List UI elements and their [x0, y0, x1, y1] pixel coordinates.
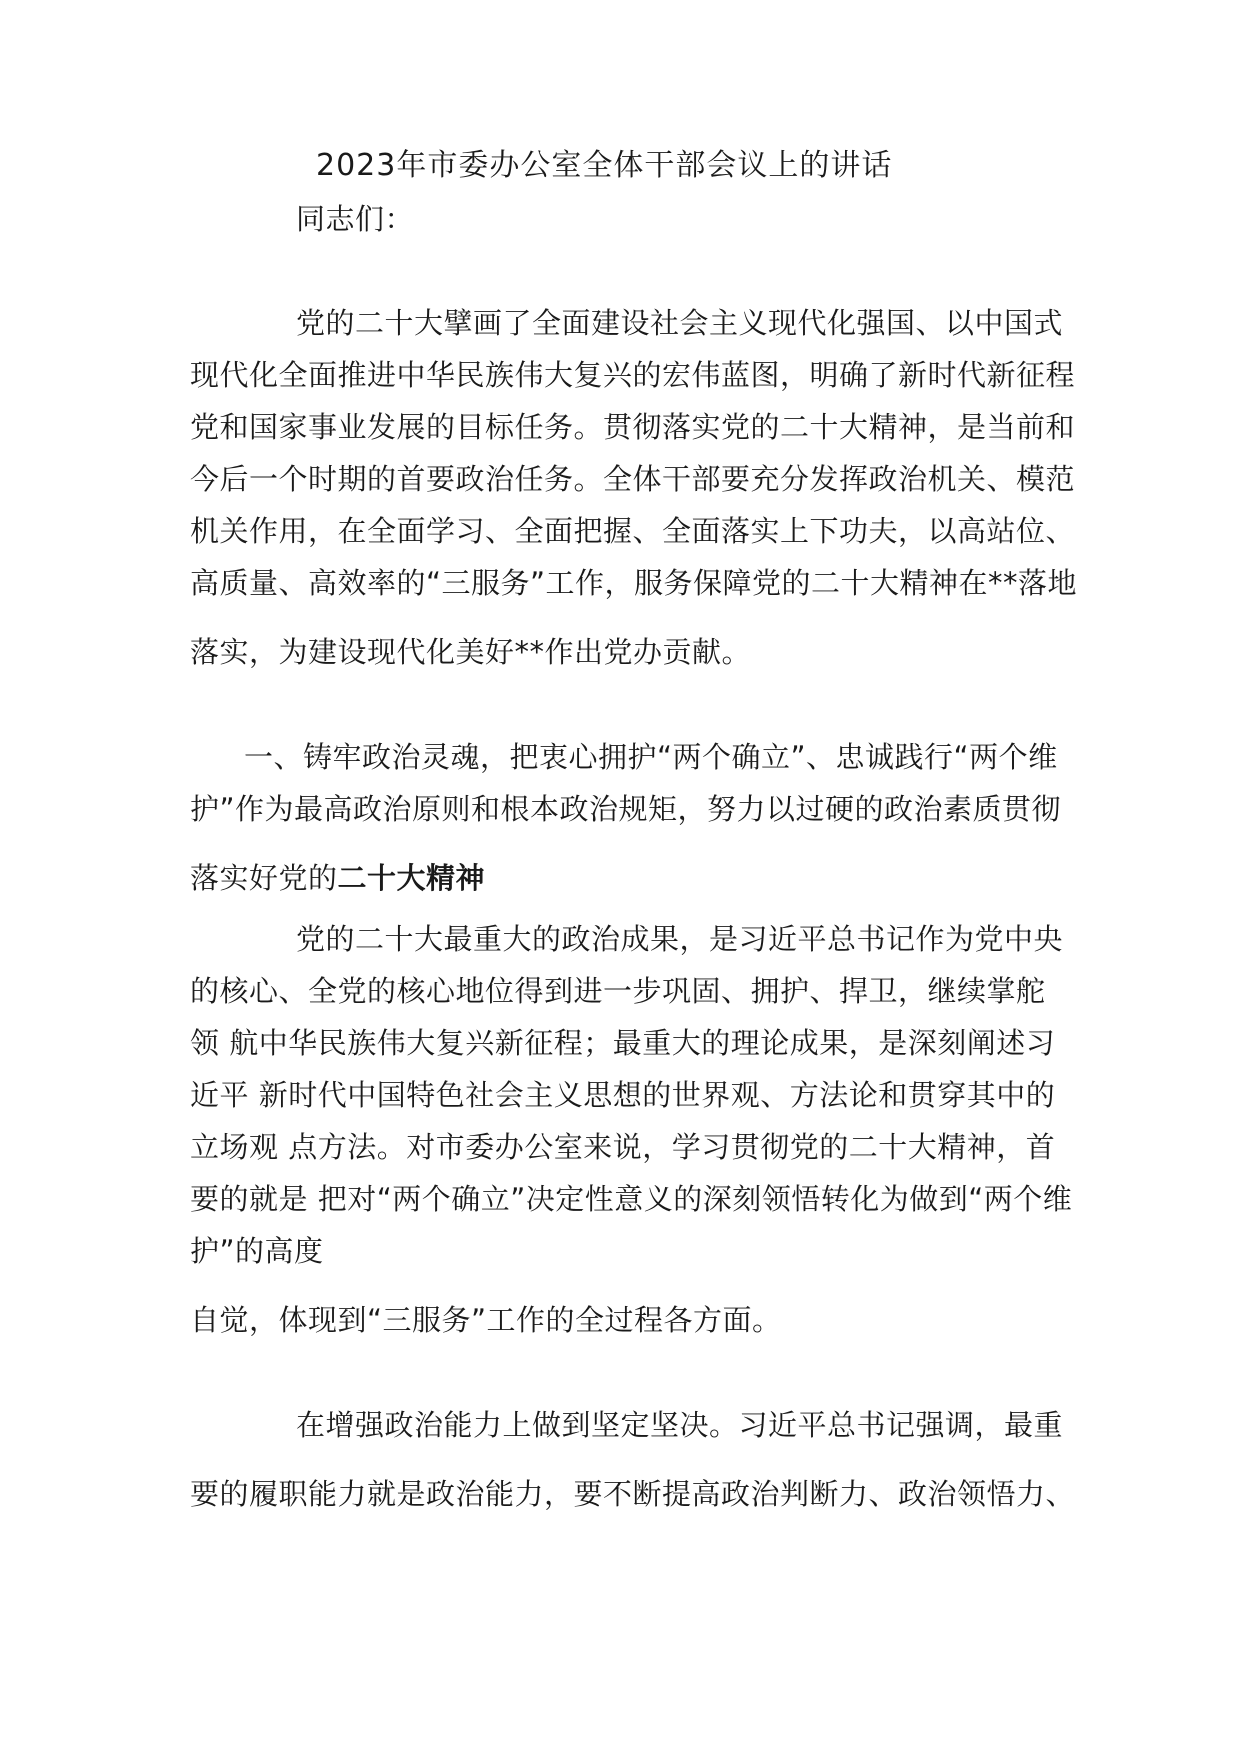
paragraph-line: 今后一个时期的首要政治任务。全体干部要充分发挥政治机关、模范 — [190, 462, 1076, 496]
document-title: 2023年市委办公室全体干部会议上的讲话 — [316, 148, 893, 183]
section-heading-line: 护”作为最高政治原则和根本政治规矩，努力以过硬的政治素质贯彻 — [190, 792, 1062, 826]
paragraph-line: 要的履职能力就是政治能力，要不断提高政治判断力、政治领悟力、 — [190, 1477, 1076, 1511]
salutation: 同志们： — [296, 202, 415, 236]
paragraph-line: 的核心、全党的核心地位得到进一步巩固、拥护、捍卫，继续掌舵 — [190, 974, 1046, 1008]
paragraph-line: 领 航中华民族伟大复兴新征程；最重大的理论成果，是深刻阐述习 — [190, 1026, 1056, 1060]
paragraph-line: 现代化全面推进中华民族伟大复兴的宏伟蓝图，明确了新时代新征程 — [190, 358, 1076, 392]
paragraph-line: 党和国家事业发展的目标任务。贯彻落实党的二十大精神，是当前和 — [190, 410, 1076, 444]
section-heading-text: 落实好党的 — [190, 861, 338, 895]
paragraph-line: 立场观 点方法。对市委办公室来说，学习贯彻党的二十大精神，首 — [190, 1130, 1056, 1164]
paragraph-line: 要的就是 把对“两个确立”决定性意义的深刻领悟转化为做到“两个维 — [190, 1182, 1073, 1216]
paragraph-line: 近平 新时代中国特色社会主义思想的世界观、方法论和贯穿其中的 — [190, 1078, 1056, 1112]
paragraph-line: 落实，为建设现代化美好**作出党办贡献。 — [190, 635, 752, 669]
section-heading-bold-text: 二十大精神 — [337, 861, 486, 895]
paragraph-line: 在增强政治能力上做到坚定坚决。习近平总书记强调，最重 — [296, 1408, 1064, 1442]
paragraph-line: 党的二十大最重大的政治成果，是习近平总书记作为党中央 — [296, 922, 1064, 956]
paragraph-line: 高质量、高效率的“三服务”工作，服务保障党的二十大精神在**落地 — [190, 566, 1078, 600]
paragraph-line: 机关作用，在全面学习、全面把握、全面落实上下功夫，以高站位、 — [190, 514, 1076, 548]
section-heading-line: 一、铸牢政治灵魂，把衷心拥护“两个确立”、忠诚践行“两个维 — [244, 740, 1058, 774]
paragraph-line: 党的二十大擘画了全面建设社会主义现代化强国、以中国式 — [296, 306, 1064, 340]
paragraph-line: 自觉，体现到“三服务”工作的全过程各方面。 — [190, 1303, 782, 1337]
section-heading-line — [190, 858, 485, 898]
paragraph-line: 护”的高度 — [190, 1234, 324, 1268]
